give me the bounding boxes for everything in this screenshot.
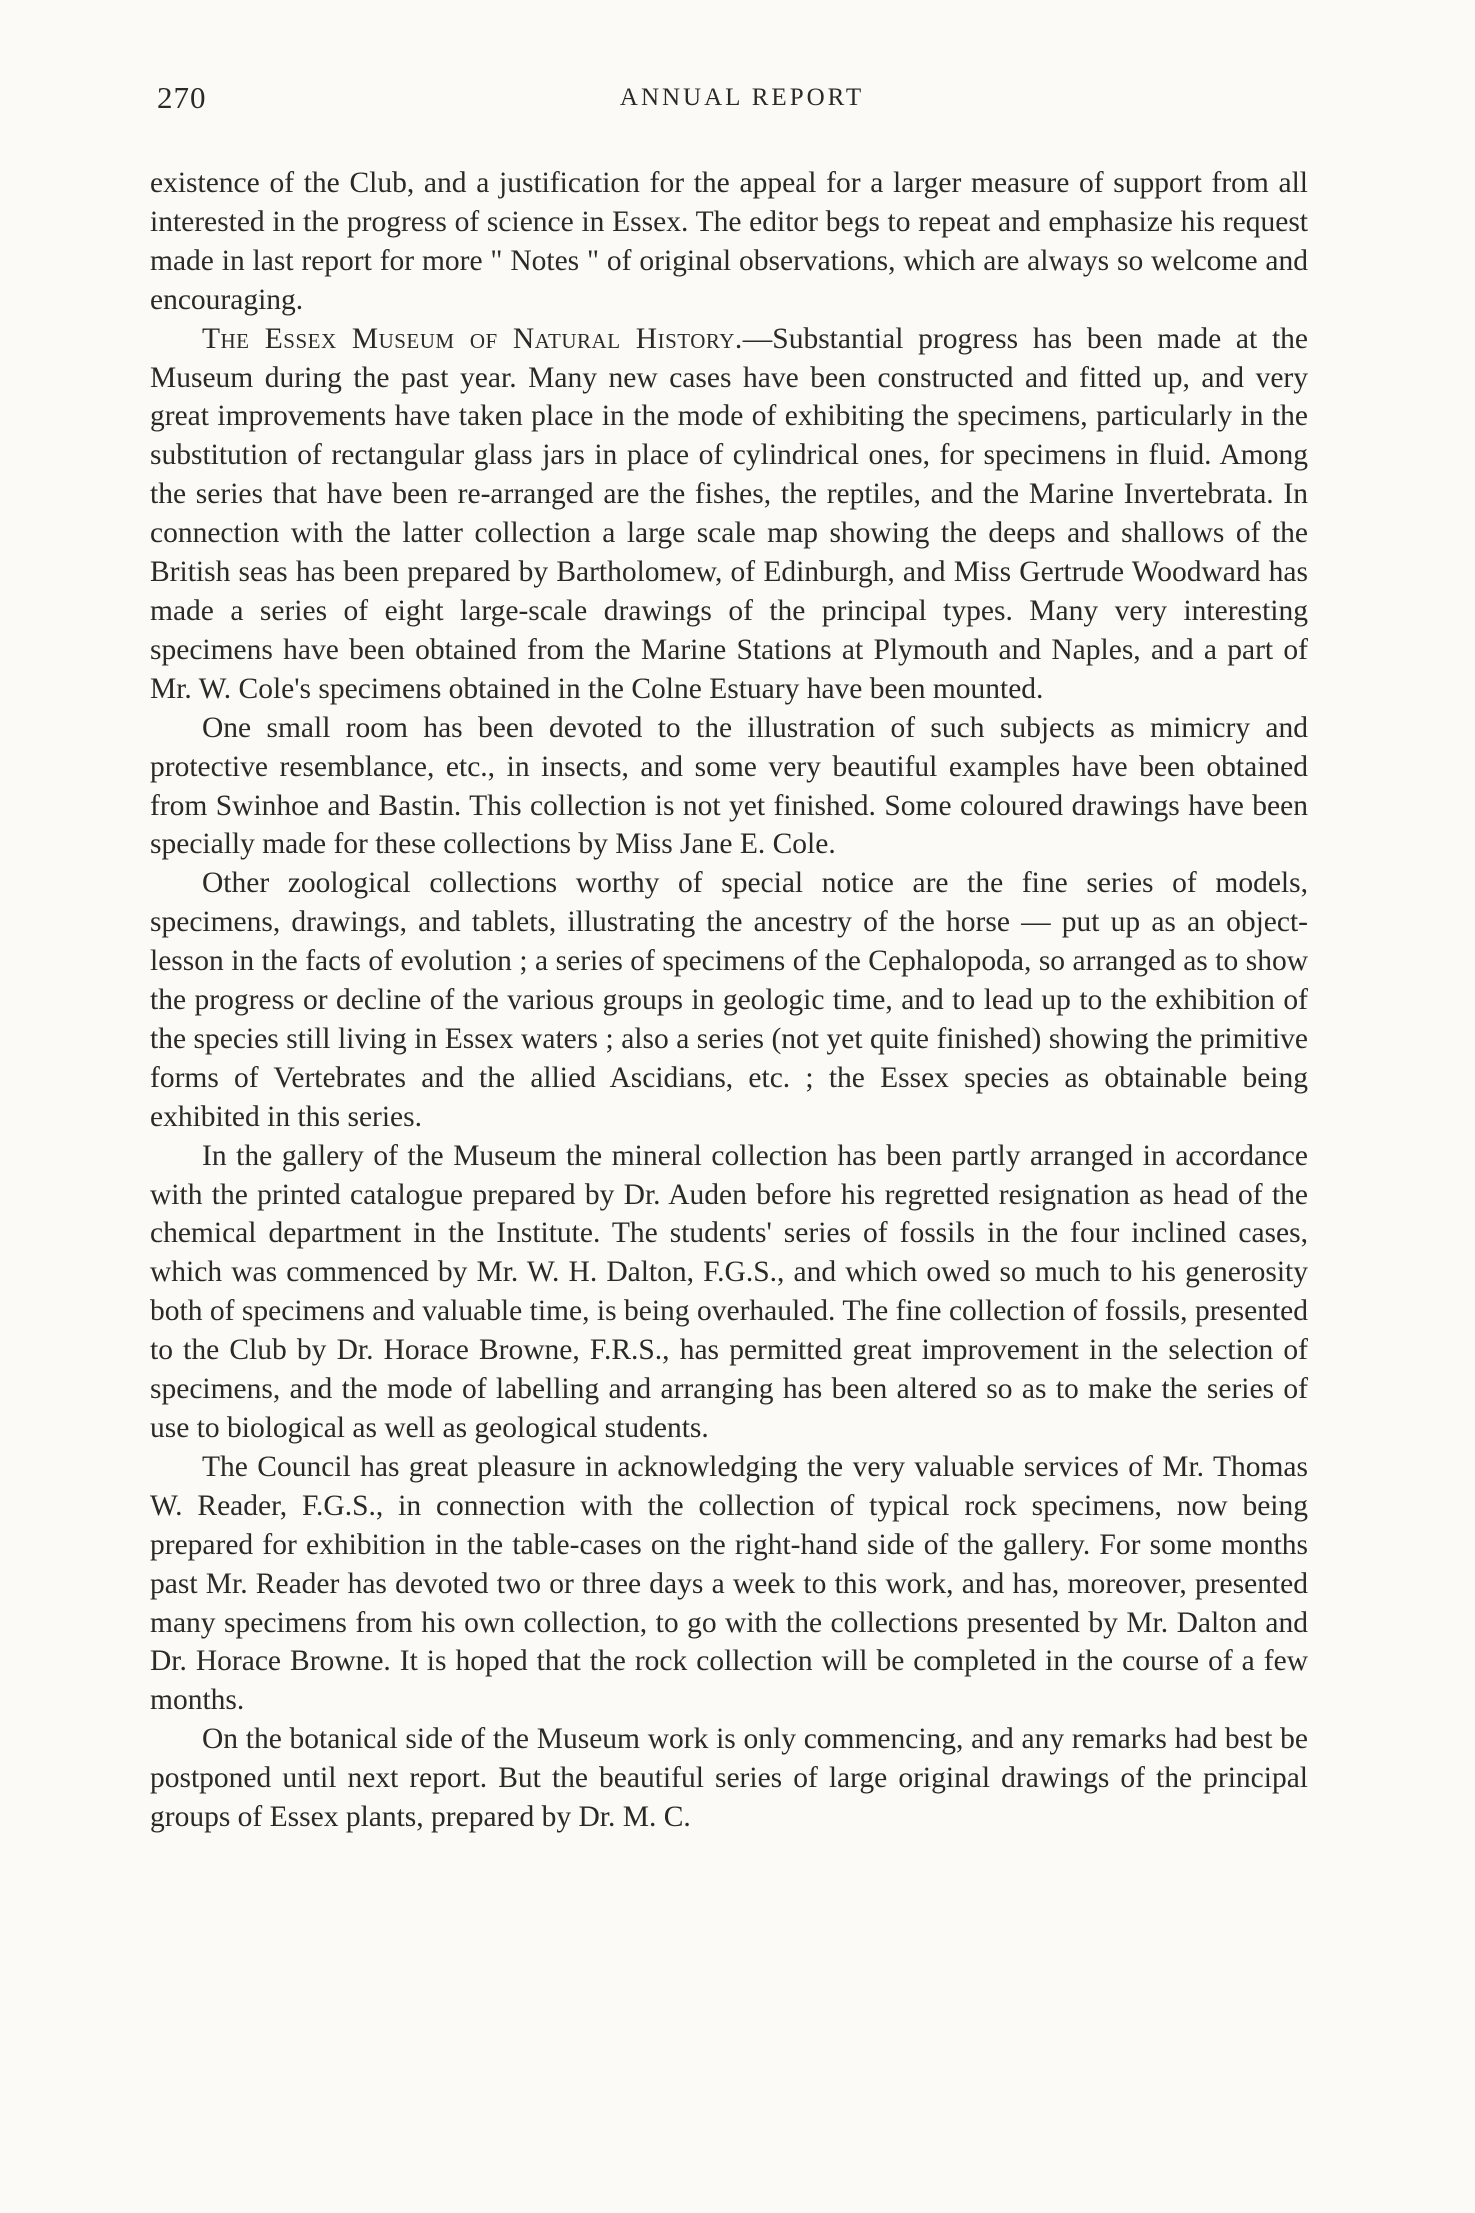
paragraph-botanical: On the botanical side of the Museum work is only commencing, and any remarks had best be postponed until next report. But the beautiful series of large original drawings of the principal groups of Essex plants, prepared by Dr. M. C. xyxy=(150,1723,1308,1834)
paragraph-mimicry-room: One small room has been devoted to the illustration of such subjects as mimicry and protective resemblance, etc., in insects, and some very beautiful examples have been obtained from Swinhoe and Bastin. This collection is not yet finished. Some coloured drawings have been specially made for these collections by Miss Jane E. Cole. xyxy=(150,711,1308,861)
page-number: 270 xyxy=(157,80,207,115)
running-head-title: ANNUAL REPORT xyxy=(619,84,865,111)
paragraph-rock-specimens: The Council has great pleasure in acknowledging the very valuable services of Mr. Thomas W. Reader, F.G.S., in connection with the collection of typical rock specimens, now being prepared for exhibition in the table-cases on the right-hand side of the gallery. For some months past Mr. Reader has devoted two or three days a week to this work, and has, moreover, presented many specimens from his own collection, to go with the collections presented by Mr. Dalton and Dr. Horace Browne. It is hoped that the rock collection will be completed in the course of a few months. xyxy=(150,1450,1308,1717)
section-heading-essex-museum: The Essex Museum of Natural History. xyxy=(202,322,743,355)
paragraph-museum-progress xyxy=(150,320,1308,709)
paragraph-zoological-collections: Other zoological collections worthy of special notice are the fine series of models, specimens, drawings, and tablets, illustrating the ancestry of the horse — put up as an object-lesson in the facts of evolution ; a series of specimens of the Cephalopoda, so arranged as to show the progress or decline of the various groups in geologic time, and to lead up to the exhibition of the species still living in Essex waters ; also a series (not yet quite finished) showing the primitive forms of Vertebrates and the allied Ascidians, etc. ; the Essex species as obtainable being exhibited in this series. xyxy=(150,867,1308,1133)
paragraph-museum-progress-text: —Substantial progress has been made at the Museum during the past year. Many new cases have been constructed and fitted up, and very great improvements have taken place in the mode of exhibiting the specimens, particularly in the substitution of rectangular glass jars in place of cylindrical ones, for specimens in fluid. Among the series that have been re-arranged are the fishes, the reptiles, and the Marine Invertebrata. In connection with the latter collection a large scale map showing the deeps and shallows of the British seas has been prepared by Bartholomew, of Edinburgh, and Miss Gertrude Woodward has made a series of eight large-scale drawings of the principal types. Many very interesting specimens have been obtained from the Marine Stations at Plymouth and Naples, and a part of Mr. W. Cole's specimens obtained in the Colne Estuary have been mounted. xyxy=(150,322,1308,705)
paragraph-gallery-minerals: In the gallery of the Museum the mineral collection has been partly arranged in accordance with the printed catalogue prepared by Dr. Auden before his regretted resignation as head of the chemical department in the Institute. The students' series of fossils in the four inclined cases, which was commenced by Mr. W. H. Dalton, F.G.S., and which owed so much to his generosity both of specimens and valuable time, is being overhauled. The fine collection of fossils, presented to the Club by Dr. Horace Browne, F.R.S., has permitted great improvement in the selection of specimens, and the mode of labelling and arranging has been altered so as to make the series of use to biological as well as geological students. xyxy=(150,1139,1308,1444)
paragraph-club-justification: existence of the Club, and a justification for the appeal for a larger measure of support from all interested in the progress of science in Essex. The editor begs to repeat and emphasize his request made in last report for more " Notes " of original observations, which are always so welcome and encouraging. xyxy=(150,167,1308,316)
body-text xyxy=(150,164,1308,1837)
running-head xyxy=(157,80,1317,120)
